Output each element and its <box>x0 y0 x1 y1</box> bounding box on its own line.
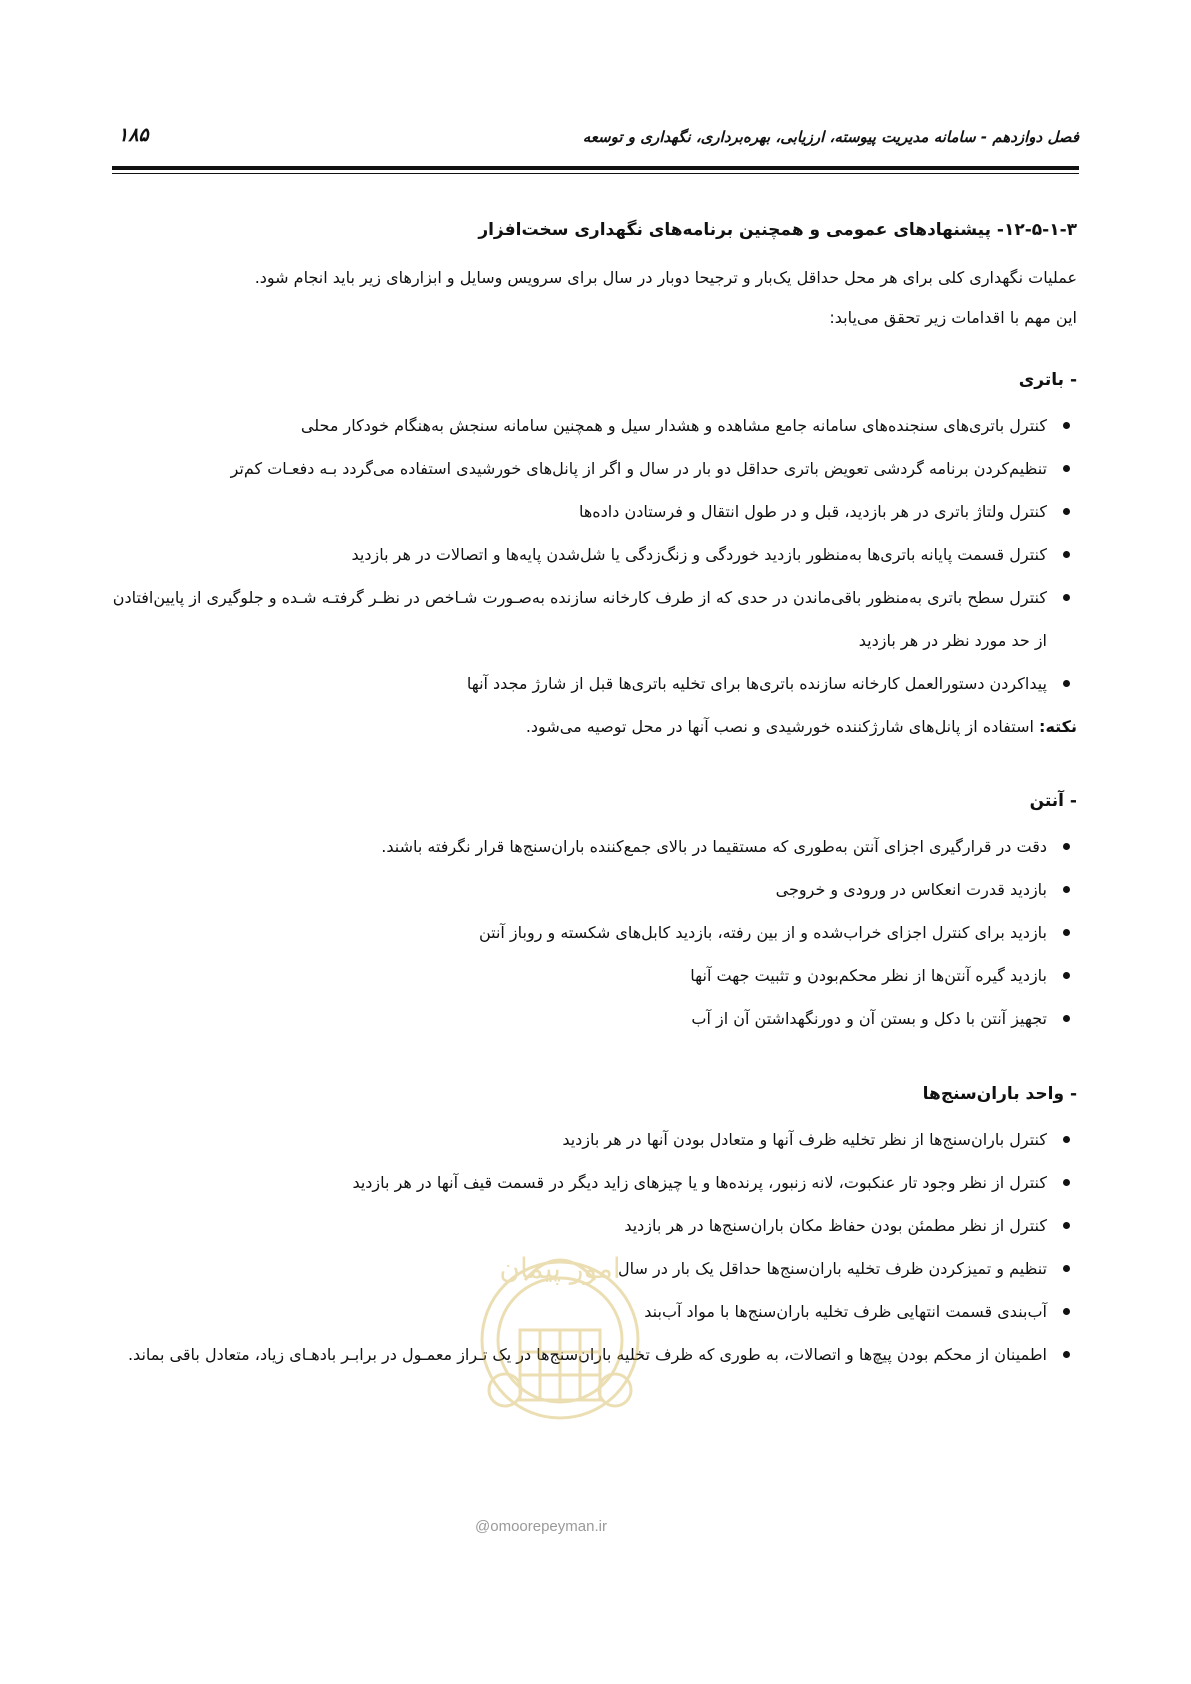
list-item: کنترل ولتاژ باتری در هر بازدید، قبل و در طول انتقال و فرستادن داده‌ها <box>112 490 1047 533</box>
list-item: کنترل سطح باتری به‌منظور باقی‌ماندن در حدی که از طرف کارخانه سازنده به‌صـورت شـاخص در نظـر گرفتـه شـده و جلوگیری از پایین‌افتادن از حد مورد نظر در هر بازدید <box>112 576 1047 662</box>
antenna-heading: - آنتن <box>1029 791 1077 811</box>
note-text: استفاده از پانل‌های شارژکننده خورشیدی و نصب آنها در محل توصیه می‌شود. <box>525 717 1040 736</box>
note-label: نکته: <box>1039 717 1077 736</box>
watermark-logo-icon <box>455 1220 665 1460</box>
list-item: کنترل از نظر مطمئن بودن حفاظ مکان باران‌سنج‌ها در هر بازدید <box>112 1204 1047 1247</box>
list-item: بازدید گیره آنتن‌ها از نظر محکم‌بودن و تثبیت جهت آنها <box>112 954 1047 997</box>
intro-line-2: این مهم با اقدامات زیر تحقق می‌یابد: <box>829 308 1077 327</box>
section-heading: ۱۲-۵-۱-۳- پیشنهادهای عمومی و همچنین برنامه‌های نگهداری سخت‌افزار <box>478 220 1077 240</box>
watermark-site: @omoorepeyman.ir <box>475 1518 607 1535</box>
page-number: ۱۸۵ <box>118 124 149 146</box>
header-divider <box>112 166 1079 170</box>
list-item: بازدید قدرت انعکاس در ورودی و خروجی <box>112 868 1047 911</box>
list-item: پیداکردن دستورالعمل کارخانه سازنده باتری‌ها برای تخلیه باتری‌ها قبل از شارژ مجدد آنها <box>112 662 1047 705</box>
list-item: بازدید برای کنترل اجزای خراب‌شده و از بین رفته، بازدید کابل‌های شکسته و روباز آنتن <box>112 911 1047 954</box>
intro-paragraph <box>112 258 1077 338</box>
page-body <box>112 216 1077 1376</box>
list-item: کنترل قسمت پایانه باتری‌ها به‌منظور بازدید خوردگی و زنگ‌زدگی یا شل‌شدن پایه‌ها و اتصالات در هر بازدید <box>112 533 1047 576</box>
antenna-list <box>112 825 1077 1040</box>
watermark-logo-text: امور پیمان <box>499 1252 621 1285</box>
intro-line-1: عملیات نگهداری کلی برای هر محل حداقل یک‌بار و ترجیحا دوبار در سال برای سرویس وسایل و ابزارهای زیر باید انجام شود. <box>254 268 1077 287</box>
list-item: آب‌بندی قسمت انتهایی ظرف تخلیه باران‌سنج‌ها با مواد آب‌بند <box>112 1290 1047 1333</box>
chapter-title: فصل دوازدهم - سامانه مدیریت پیوسته، ارزیابی، بهره‌برداری، نگهداری و توسعه <box>582 128 1079 146</box>
list-item: اطمینان از محکم بودن پیچ‌ها و اتصالات، به طوری که ظرف تخلیه باران‌سنج‌ها در یک تـراز معمـول در برابـر بادهـای زیاد، متعادل باقی بماند. <box>112 1333 1047 1376</box>
note-paragraph <box>112 707 1077 747</box>
list-item: تنظیم و تمیزکردن ظرف تخلیه باران‌سنج‌ها حداقل یک بار در سال <box>112 1247 1047 1290</box>
list-item: کنترل از نظر وجود تار عنکبوت، لانه زنبور، پرنده‌ها و یا چیزهای زاید دیگر در قسمت قیف آنها در هر بازدید <box>112 1161 1047 1204</box>
battery-list <box>112 404 1077 705</box>
list-item: کنترل باران‌سنج‌ها از نظر تخلیه ظرف آنها و متعادل بودن آنها در هر بازدید <box>112 1118 1047 1161</box>
list-item: تنظیم‌کردن برنامه گردشی تعویض باتری حداقل دو بار در سال و اگر از پانل‌های خورشیدی استفاده می‌گردد بـه دفعـات کم‌تر <box>112 447 1047 490</box>
raingauge-heading: - واحد باران‌سنج‌ها <box>922 1084 1077 1104</box>
list-item: دقت در قرارگیری اجزای آنتن به‌طوری که مستقیما در بالای جمع‌کننده باران‌سنج‌ها قرار نگرفته باشند. <box>112 825 1047 868</box>
list-item: کنترل باتری‌های سنجنده‌های سامانه جامع مشاهده و هشدار سیل و همچنین سامانه سنجش به‌هنگام خودکار محلی <box>112 404 1047 447</box>
list-item: تجهیز آنتن با دکل و بستن آن و دورنگهداشتن آن از آب <box>112 997 1047 1040</box>
battery-heading: - باتری <box>1018 370 1077 390</box>
header-divider-thin <box>112 173 1079 174</box>
running-header <box>112 124 1079 164</box>
